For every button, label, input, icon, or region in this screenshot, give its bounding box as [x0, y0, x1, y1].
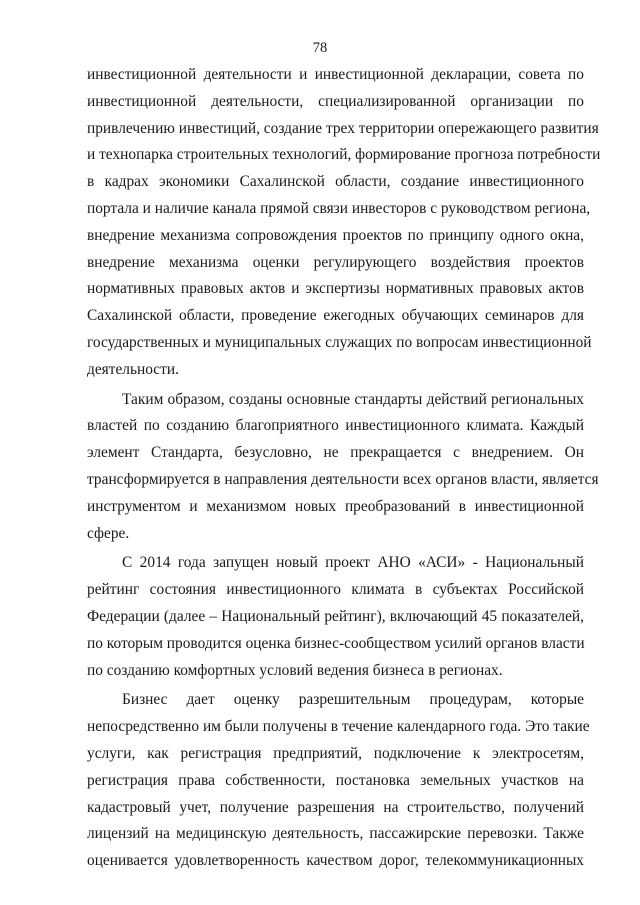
- text-line: регистрация права собственности, постановка земельных участков на: [87, 771, 584, 789]
- text-line: трансформируется в направления деятельности всех органов власти, является: [87, 471, 599, 488]
- text-line: Бизнес дает оценку разрешительным процедурам, которые: [122, 691, 584, 709]
- text-line: рейтинг состояния инвестиционного климата в субъектах Российской: [87, 581, 584, 599]
- text-line: инвестиционной деятельности и инвестиционной декларации, совета по: [87, 66, 584, 83]
- text-line: в кадрах экономики Сахалинской области, создание инвестиционного: [87, 173, 584, 191]
- text-line: властей по созданию благоприятного инвестиционного климата. Каждый: [87, 417, 584, 435]
- text-line: услуги, как регистрация предприятий, подключение к электросетям,: [87, 745, 584, 762]
- text-line: внедрение механизма оценки регулирующего воздействия проектов: [87, 253, 584, 271]
- text-line: портала и наличие канала прямой связи инвесторов с руководством региона,: [87, 200, 591, 217]
- text-line: сфере.: [87, 524, 130, 542]
- text-line: и технопарка строительных технологий, формирование прогноза потребности: [87, 146, 601, 164]
- text-line: Сахалинской области, проведение ежегодных обучающих семинаров для: [87, 307, 584, 325]
- text-line: оценивается удовлетворенность качеством дорог, телекоммуникационных: [87, 852, 584, 870]
- text-line: инструментом и механизмом новых преобразований в инвестиционной: [87, 497, 584, 515]
- page-number: 78: [312, 40, 328, 56]
- text-line: государственных и муниципальных служащих по вопросам инвестиционной: [87, 334, 592, 351]
- text-line: деятельности.: [87, 360, 179, 378]
- text-line: по созданию комфортных условий ведения бизнеса в регионах.: [87, 661, 503, 679]
- text-line: элемент Стандарта, безусловно, не прекращается с внедрением. Он: [87, 444, 584, 462]
- text-line: Таким образом, созданы основные стандарты действий региональных: [122, 390, 584, 408]
- text-line: внедрение механизма сопровождения проектов по принципу одного окна,: [87, 226, 584, 244]
- text-line: кадастровый учет, получение разрешения на строительство, получений: [87, 798, 584, 816]
- text-line: по которым проводится оценка бизнес-сообществом усилий органов власти: [87, 634, 585, 652]
- text-line: лицензий на медицинскую деятельность, пассажирские перевозки. Также: [87, 825, 584, 843]
- text-line: непосредственно им были получены в течение календарного года. Это такие: [87, 718, 590, 736]
- text-line: С 2014 года запущен новый проект АНО «АСИ» - Национальный: [122, 554, 584, 572]
- text-line: Федерации (далее – Национальный рейтинг), включающий 45 показателей,: [87, 608, 584, 625]
- text-line: привлечению инвестиций, создание трех территории опережающего развития: [87, 119, 599, 137]
- text-line: инвестиционной деятельности, специализированной организации по: [87, 92, 584, 110]
- text-line: нормативных правовых актов и экспертизы нормативных правовых актов: [87, 280, 584, 298]
